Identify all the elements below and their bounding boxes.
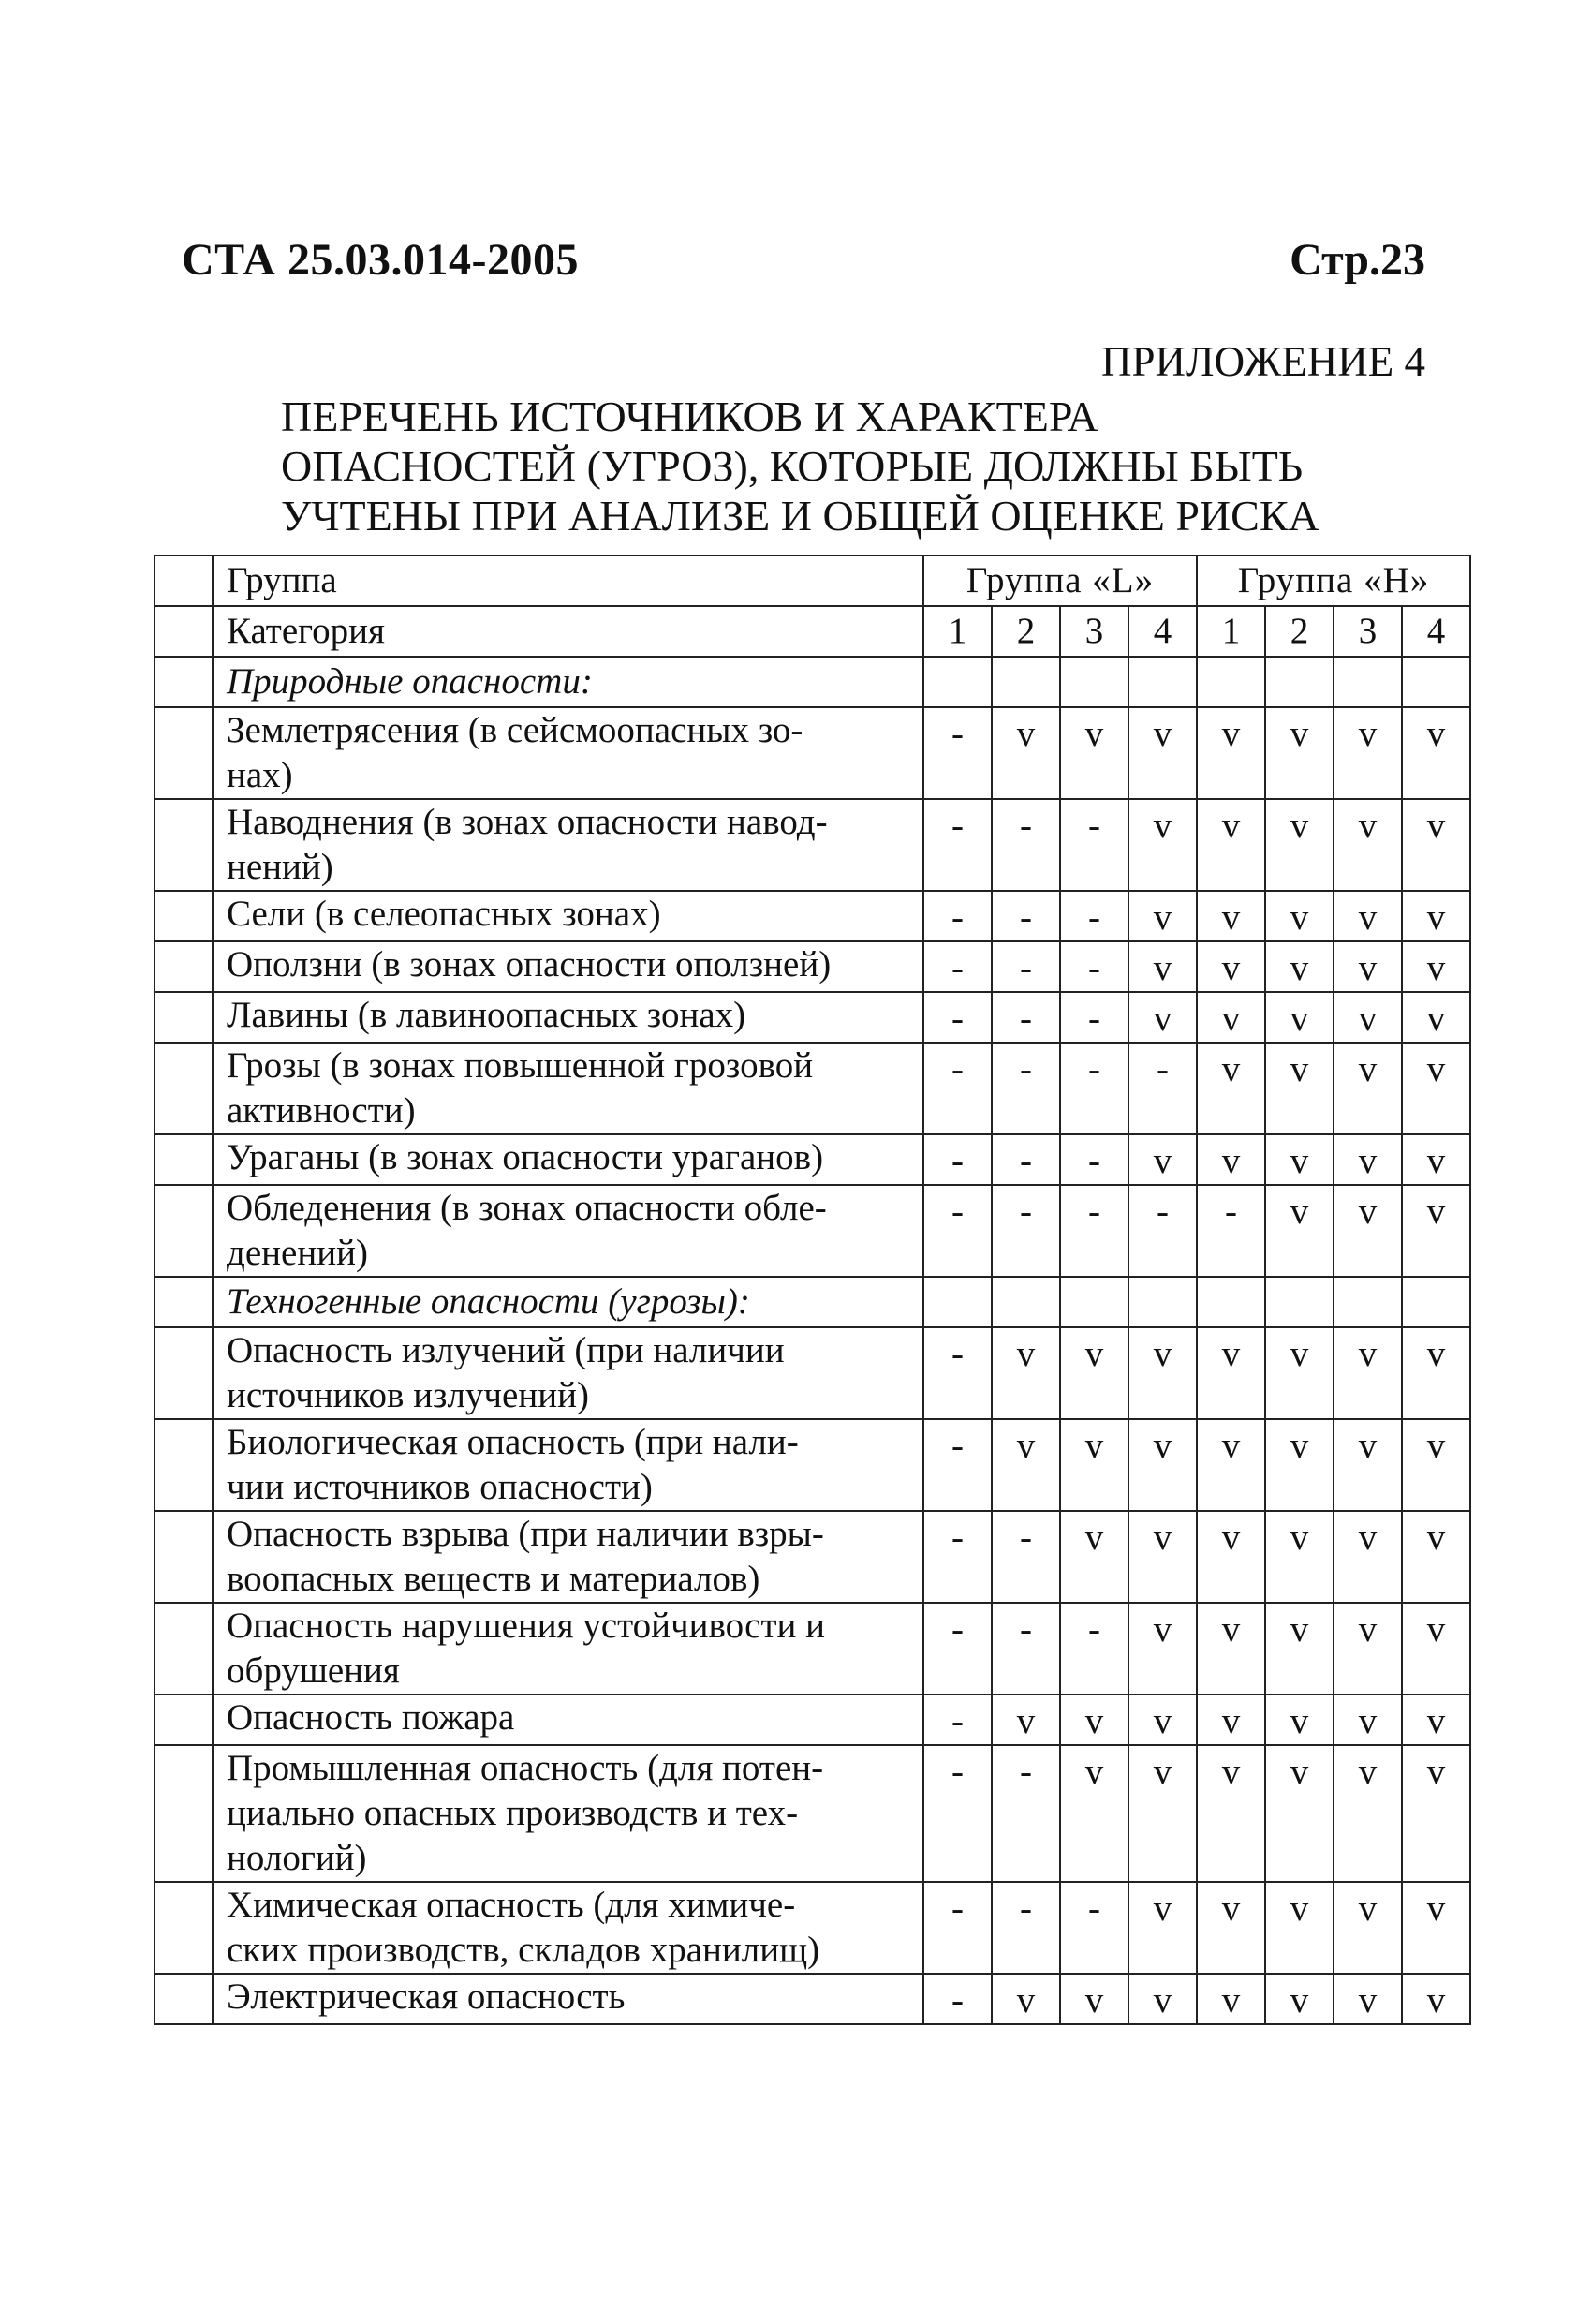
mark-cell: v (1334, 1695, 1402, 1745)
table-row (155, 707, 1470, 799)
blank-cell (155, 1134, 213, 1185)
hazard-name-line: Лавины (в лавиноопасных зонах) (227, 995, 746, 1035)
mark-cell: - (923, 1419, 992, 1511)
mark-cell: - (923, 1327, 992, 1419)
mark-cell: v (1402, 1974, 1470, 2024)
empty-mark-cell (1334, 657, 1402, 707)
blank-cell (155, 707, 213, 799)
empty-mark-cell (992, 1277, 1060, 1327)
blank-cell (155, 1185, 213, 1277)
hazard-name-line: нологий) (227, 1838, 367, 1878)
blank-cell (155, 992, 213, 1043)
table-row (155, 1043, 1470, 1134)
mark-cell: v (1128, 1419, 1197, 1511)
mark-cell: v (1265, 1185, 1334, 1277)
mark-cell: v (1197, 1603, 1265, 1695)
mark-cell: v (1060, 1695, 1128, 1745)
section-title: Природные опасности: (213, 657, 923, 707)
mark-cell: - (923, 799, 992, 891)
mark-cell: v (1197, 1745, 1265, 1882)
mark-cell: v (1197, 941, 1265, 992)
hazard-name-line: чии источников опасности) (227, 1467, 653, 1507)
mark-cell: v (1197, 891, 1265, 941)
mark-cell: v (1128, 799, 1197, 891)
category-cell: 3 (1060, 606, 1128, 657)
section-row (155, 657, 1470, 707)
mark-cell: v (1197, 707, 1265, 799)
mark-cell: v (1128, 891, 1197, 941)
blank-cell (155, 1043, 213, 1134)
mark-cell: v (1128, 1603, 1197, 1695)
mark-cell: v (1128, 707, 1197, 799)
group-header-row (155, 555, 1470, 606)
hazard-name (213, 992, 923, 1043)
category-header-label: Категория (213, 606, 923, 657)
hazard-name-line: Электрическая опасность (227, 1976, 626, 2017)
hazard-name-line: Обледенения (в зонах опасности обле- (227, 1188, 827, 1228)
mark-cell: v (1197, 1419, 1265, 1511)
mark-cell: - (1060, 992, 1128, 1043)
mark-cell: v (1060, 1419, 1128, 1511)
mark-cell: v (1402, 707, 1470, 799)
mark-cell: v (1265, 1043, 1334, 1134)
section-row (155, 1277, 1470, 1327)
mark-cell: - (1128, 1185, 1197, 1277)
hazard-name-line: Опасность излучений (при наличии (227, 1330, 785, 1370)
table-row (155, 1419, 1470, 1511)
category-header-row (155, 606, 1470, 657)
hazard-name-line: нах) (227, 755, 293, 795)
hazard-name (213, 1745, 923, 1882)
mark-cell: - (1060, 1134, 1128, 1185)
mark-cell: v (1197, 1695, 1265, 1745)
hazard-name-line: Опасность нарушения устойчивости и (227, 1606, 825, 1646)
hazard-name-line: Опасность взрыва (при наличии взры- (227, 1514, 824, 1554)
group-l-header: Группа «L» (923, 555, 1197, 606)
mark-cell: v (1128, 1327, 1197, 1419)
mark-cell: v (1402, 799, 1470, 891)
hazard-name (213, 1043, 923, 1134)
mark-cell: v (1265, 1695, 1334, 1745)
empty-mark-cell (923, 657, 992, 707)
mark-cell: v (1334, 1419, 1402, 1511)
mark-cell: v (1197, 1511, 1265, 1603)
mark-cell: - (1060, 1603, 1128, 1695)
blank-cell (155, 799, 213, 891)
mark-cell: - (923, 891, 992, 941)
mark-cell: v (1334, 1745, 1402, 1882)
mark-cell: v (1128, 1974, 1197, 2024)
table-row (155, 1603, 1470, 1695)
category-cell: 1 (923, 606, 992, 657)
group-header-label: Группа (213, 555, 923, 606)
blank-cell (155, 555, 213, 606)
mark-cell: v (992, 1327, 1060, 1419)
blank-cell (155, 1745, 213, 1882)
hazard-name-line: денений) (227, 1233, 368, 1273)
hazard-name-line: Грозы (в зонах повышенной грозовой (227, 1045, 814, 1086)
mark-cell: v (1128, 1882, 1197, 1974)
mark-cell: v (1265, 1603, 1334, 1695)
mark-cell: v (1128, 1134, 1197, 1185)
blank-cell (155, 1974, 213, 2024)
mark-cell: v (1265, 992, 1334, 1043)
mark-cell: - (992, 941, 1060, 992)
mark-cell: - (923, 1882, 992, 1974)
mark-cell: v (1402, 1603, 1470, 1695)
empty-mark-cell (1197, 657, 1265, 707)
hazard-name (213, 891, 923, 941)
blank-cell (155, 891, 213, 941)
hazards-table (154, 555, 1471, 2025)
mark-cell: - (1128, 1043, 1197, 1134)
page-number: Стр.23 (1290, 235, 1425, 285)
mark-cell: v (1197, 799, 1265, 891)
mark-cell: v (1402, 1043, 1470, 1134)
empty-mark-cell (923, 1277, 992, 1327)
hazard-name (213, 1134, 923, 1185)
hazard-name-line: Биологическая опасность (при нали- (227, 1422, 799, 1462)
empty-mark-cell (1265, 657, 1334, 707)
hazard-name-line: обрушения (227, 1650, 400, 1691)
mark-cell: - (923, 992, 992, 1043)
table-row (155, 1327, 1470, 1419)
hazard-name-line: Промышленная опасность (для потен- (227, 1748, 824, 1788)
mark-cell: - (992, 799, 1060, 891)
mark-cell: v (1197, 1134, 1265, 1185)
hazard-name-line: Опасность пожара (227, 1697, 515, 1738)
hazard-name-line: Химическая опасность (для химиче- (227, 1885, 796, 1925)
mark-cell: v (1128, 992, 1197, 1043)
mark-cell: v (1265, 1134, 1334, 1185)
mark-cell: v (1334, 1185, 1402, 1277)
mark-cell: v (1334, 1043, 1402, 1134)
mark-cell: - (923, 707, 992, 799)
mark-cell: v (1334, 992, 1402, 1043)
empty-mark-cell (992, 657, 1060, 707)
mark-cell: v (1265, 941, 1334, 992)
hazard-name-line: источников излучений) (227, 1375, 589, 1415)
mark-cell: - (1060, 941, 1128, 992)
blank-cell (155, 1695, 213, 1745)
hazard-name-line: Сели (в селеопасных зонах) (227, 894, 661, 934)
mark-cell: v (1334, 1327, 1402, 1419)
category-cell: 2 (1265, 606, 1334, 657)
empty-mark-cell (1265, 1277, 1334, 1327)
title-line: ПЕРЕЧЕНЬ ИСТОЧНИКОВ И ХАРАКТЕРА (281, 392, 1098, 440)
mark-cell: - (992, 1882, 1060, 1974)
blank-cell (155, 1419, 213, 1511)
mark-cell: v (992, 1695, 1060, 1745)
hazard-name-line: ских производств, складов хранилищ) (227, 1930, 820, 1970)
mark-cell: v (1265, 891, 1334, 941)
mark-cell: - (923, 1695, 992, 1745)
empty-mark-cell (1402, 1277, 1470, 1327)
mark-cell: v (1402, 1695, 1470, 1745)
mark-cell: - (923, 1603, 992, 1695)
mark-cell: v (1402, 1419, 1470, 1511)
hazard-name-line: циально опасных производств и тех- (227, 1793, 799, 1833)
mark-cell: - (1060, 1882, 1128, 1974)
section-title: Техногенные опасности (угрозы): (213, 1277, 923, 1327)
mark-cell: v (992, 707, 1060, 799)
mark-cell: v (1265, 799, 1334, 891)
title-line: УЧТЕНЫ ПРИ АНАЛИЗЕ И ОБЩЕЙ ОЦЕНКЕ РИСКА (281, 492, 1319, 540)
mark-cell: v (1402, 1745, 1470, 1882)
mark-cell: v (992, 1419, 1060, 1511)
page-title (281, 392, 1452, 540)
mark-cell: v (1265, 1511, 1334, 1603)
table-row (155, 891, 1470, 941)
mark-cell: v (1128, 941, 1197, 992)
mark-cell: v (1402, 891, 1470, 941)
mark-cell: v (1060, 707, 1128, 799)
mark-cell: v (1265, 1419, 1334, 1511)
hazard-name-line: Ураганы (в зонах опасности ураганов) (227, 1137, 824, 1177)
mark-cell: - (992, 1043, 1060, 1134)
mark-cell: v (1060, 1974, 1128, 2024)
mark-cell: v (1402, 941, 1470, 992)
mark-cell: v (1334, 1974, 1402, 2024)
hazard-name-line: Землетрясения (в сейсмоопасных зо- (227, 710, 803, 750)
mark-cell: v (1334, 1134, 1402, 1185)
mark-cell: - (992, 1603, 1060, 1695)
hazard-name-line: активности) (227, 1090, 416, 1131)
category-cell: 3 (1334, 606, 1402, 657)
mark-cell: - (992, 1511, 1060, 1603)
hazard-name (213, 1327, 923, 1419)
mark-cell: v (1402, 1134, 1470, 1185)
empty-mark-cell (1060, 657, 1128, 707)
hazard-name (213, 941, 923, 992)
mark-cell: - (1197, 1185, 1265, 1277)
mark-cell: v (1265, 1882, 1334, 1974)
mark-cell: v (1128, 1695, 1197, 1745)
blank-cell (155, 1603, 213, 1695)
blank-cell (155, 941, 213, 992)
mark-cell: v (1060, 1745, 1128, 1882)
hazard-name-line: Наводнения (в зонах опасности навод- (227, 802, 828, 842)
table-row (155, 1134, 1470, 1185)
mark-cell: v (1197, 1327, 1265, 1419)
hazard-name-line: Оползни (в зонах опасности оползней) (227, 944, 832, 984)
mark-cell: - (923, 1511, 992, 1603)
hazard-name (213, 799, 923, 891)
mark-cell: v (1197, 992, 1265, 1043)
table-row (155, 992, 1470, 1043)
mark-cell: - (1060, 1043, 1128, 1134)
category-cell: 4 (1128, 606, 1197, 657)
mark-cell: v (1128, 1511, 1197, 1603)
hazard-name (213, 1882, 923, 1974)
table-row (155, 1882, 1470, 1974)
mark-cell: v (1334, 1603, 1402, 1695)
blank-cell (155, 657, 213, 707)
table-row (155, 1745, 1470, 1882)
mark-cell: v (1402, 1327, 1470, 1419)
hazard-name (213, 1511, 923, 1603)
mark-cell: v (992, 1974, 1060, 2024)
mark-cell: - (1060, 1185, 1128, 1277)
mark-cell: v (1334, 941, 1402, 992)
mark-cell: v (1334, 707, 1402, 799)
mark-cell: v (1265, 1974, 1334, 2024)
hazard-name (213, 1974, 923, 2024)
hazard-name (213, 707, 923, 799)
mark-cell: v (1128, 1745, 1197, 1882)
mark-cell: v (1334, 891, 1402, 941)
empty-mark-cell (1197, 1277, 1265, 1327)
empty-mark-cell (1402, 657, 1470, 707)
table-row (155, 941, 1470, 992)
mark-cell: v (1334, 1882, 1402, 1974)
document-code: СТА 25.03.014-2005 (182, 235, 579, 285)
mark-cell: - (992, 1185, 1060, 1277)
mark-cell: v (1265, 707, 1334, 799)
mark-cell: v (1334, 799, 1402, 891)
hazard-name-line: нений) (227, 847, 333, 887)
mark-cell: v (1265, 1327, 1334, 1419)
mark-cell: - (992, 1745, 1060, 1882)
mark-cell: - (923, 1043, 992, 1134)
mark-cell: - (1060, 799, 1128, 891)
empty-mark-cell (1060, 1277, 1128, 1327)
hazard-name-line: воопасных веществ и материалов) (227, 1559, 760, 1599)
hazard-name (213, 1419, 923, 1511)
mark-cell: - (923, 1745, 992, 1882)
title-line: ОПАСНОСТЕЙ (УГРОЗ), КОТОРЫЕ ДОЛЖНЫ БЫТЬ (281, 442, 1304, 490)
category-cell: 2 (992, 606, 1060, 657)
mark-cell: v (1402, 1511, 1470, 1603)
mark-cell: - (992, 1134, 1060, 1185)
blank-cell (155, 1277, 213, 1327)
empty-mark-cell (1334, 1277, 1402, 1327)
table-row (155, 1185, 1470, 1277)
table-row (155, 799, 1470, 891)
empty-mark-cell (1128, 1277, 1197, 1327)
mark-cell: v (1197, 1974, 1265, 2024)
mark-cell: v (1265, 1745, 1334, 1882)
blank-cell (155, 1511, 213, 1603)
category-cell: 4 (1402, 606, 1470, 657)
mark-cell: v (1197, 1043, 1265, 1134)
mark-cell: - (923, 1185, 992, 1277)
mark-cell: v (1334, 1511, 1402, 1603)
mark-cell: - (923, 941, 992, 992)
mark-cell: v (1402, 1882, 1470, 1974)
mark-cell: - (923, 1134, 992, 1185)
mark-cell: v (1060, 1511, 1128, 1603)
mark-cell: - (1060, 891, 1128, 941)
mark-cell: v (1402, 1185, 1470, 1277)
table-row (155, 1974, 1470, 2024)
blank-cell (155, 1882, 213, 1974)
mark-cell: - (923, 1974, 992, 2024)
mark-cell: - (992, 992, 1060, 1043)
group-h-header: Группа «H» (1197, 555, 1470, 606)
blank-cell (155, 606, 213, 657)
mark-cell: - (992, 891, 1060, 941)
mark-cell: v (1197, 1882, 1265, 1974)
table-row (155, 1511, 1470, 1603)
appendix-label: ПРИЛОЖЕНИЕ 4 (1101, 338, 1425, 385)
category-cell: 1 (1197, 606, 1265, 657)
blank-cell (155, 1327, 213, 1419)
mark-cell: v (1402, 992, 1470, 1043)
mark-cell: v (1060, 1327, 1128, 1419)
empty-mark-cell (1128, 657, 1197, 707)
hazard-name (213, 1695, 923, 1745)
table-row (155, 1695, 1470, 1745)
hazard-name (213, 1185, 923, 1277)
hazard-name (213, 1603, 923, 1695)
